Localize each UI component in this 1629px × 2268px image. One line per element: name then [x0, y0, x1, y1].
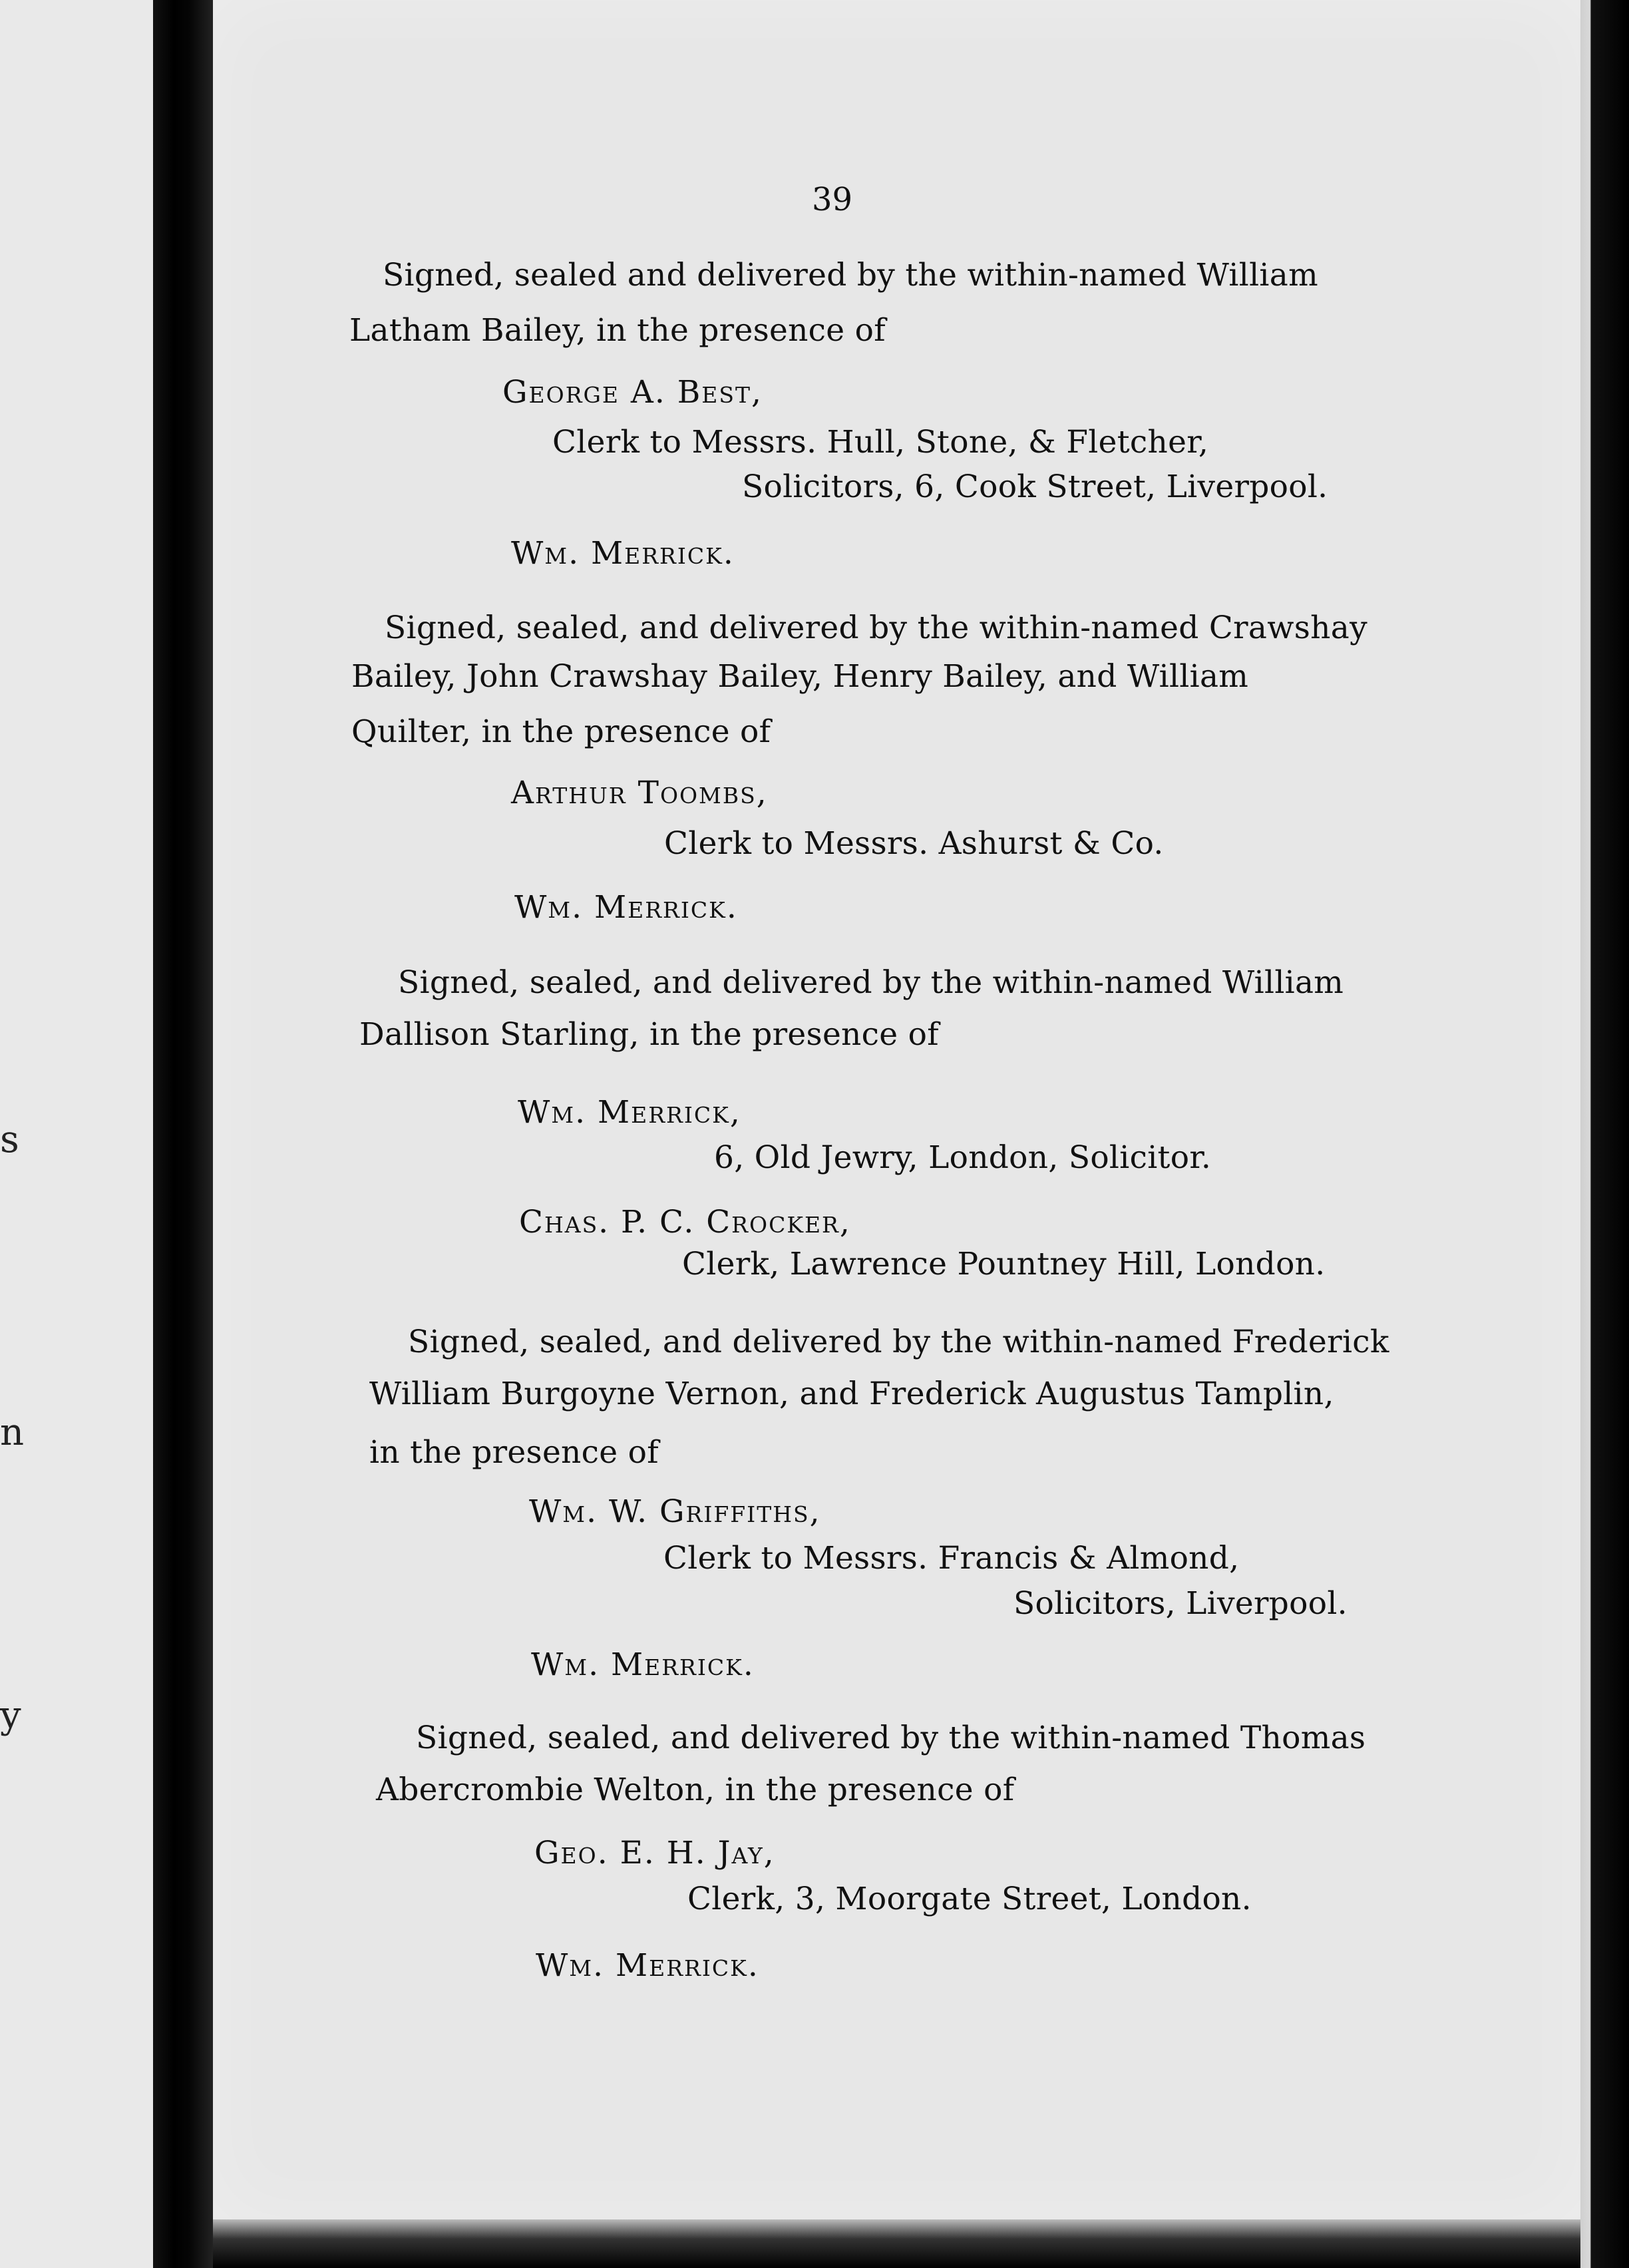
block-1-statement-line-1: Signed, sealed and delivered by the within-named William [383, 257, 1318, 293]
block-4-statement-line-1: Signed, sealed, and delivered by the within-named Frederick [408, 1324, 1389, 1360]
block-2-witness-1-name: Arthur Toombs, [511, 775, 768, 811]
block-4-statement-line-2: William Burgoyne Vernon, and Frederick Augustus Tamplin, [369, 1376, 1334, 1412]
block-4-witness-1-detail-1: Clerk to Messrs. Francis & Almond, [663, 1540, 1240, 1577]
page-edge [1580, 0, 1629, 2268]
block-1-witness-1-detail-1: Clerk to Messrs. Hull, Stone, & Fletcher, [552, 424, 1209, 461]
book-spine [153, 0, 213, 2268]
page-bottom-edge [213, 2219, 1580, 2268]
block-2-statement-line-2: Bailey, John Crawshay Bailey, Henry Bailey, and William [351, 658, 1249, 695]
block-5-statement-line-1: Signed, sealed, and delivered by the within-named Thomas [416, 1720, 1366, 1756]
block-5-witness-2-name: Wm. Merrick. [536, 1947, 759, 1984]
block-2-statement-line-1: Signed, sealed, and delivered by the within-named Crawshay [385, 610, 1367, 646]
block-4-witness-1-detail-2: Solicitors, Liverpool. [1013, 1585, 1348, 1622]
page-number: 39 [812, 181, 853, 218]
block-5-witness-1-name: Geo. E. H. Jay, [534, 1835, 775, 1871]
block-2-witness-2-name: Wm. Merrick. [514, 889, 738, 926]
block-1-witness-1-name: George A. Best, [502, 374, 763, 411]
block-3-witness-1-detail-1: 6, Old Jewry, London, Solicitor. [714, 1139, 1212, 1176]
block-3-statement-line-1: Signed, sealed, and delivered by the within-named William [398, 964, 1344, 1001]
block-3-witness-1-name: Wm. Merrick, [518, 1094, 741, 1131]
block-5-witness-1-detail-1: Clerk, 3, Moorgate Street, London. [687, 1881, 1252, 1917]
block-3-witness-2-detail-1: Clerk, Lawrence Pountney Hill, London. [682, 1246, 1326, 1282]
block-3-statement-line-2: Dallison Starling, in the presence of [359, 1016, 939, 1053]
block-4-witness-2-name: Wm. Merrick. [531, 1646, 755, 1683]
left-page-fragment: y [0, 1694, 21, 1737]
block-1-statement-line-2: Latham Bailey, in the presence of [349, 312, 886, 349]
block-4-witness-1-name: Wm. W. Griffiths, [529, 1493, 821, 1530]
left-page-fragment: n [0, 1411, 25, 1454]
block-1-witness-2-name: Wm. Merrick. [511, 535, 735, 572]
block-2-statement-line-3: Quilter, in the presence of [351, 713, 771, 750]
block-3-witness-2-name: Chas. P. C. Crocker, [519, 1204, 851, 1240]
block-1-witness-1-detail-2: Solicitors, 6, Cook Street, Liverpool. [742, 469, 1328, 505]
block-2-witness-1-detail-1: Clerk to Messrs. Ashurst & Co. [664, 825, 1164, 862]
block-5-statement-line-2: Abercrombie Welton, in the presence of [376, 1772, 1015, 1808]
left-page-fragment: s [0, 1118, 19, 1161]
left-page-margin [0, 0, 153, 2268]
block-4-statement-line-3: in the presence of [369, 1434, 659, 1471]
